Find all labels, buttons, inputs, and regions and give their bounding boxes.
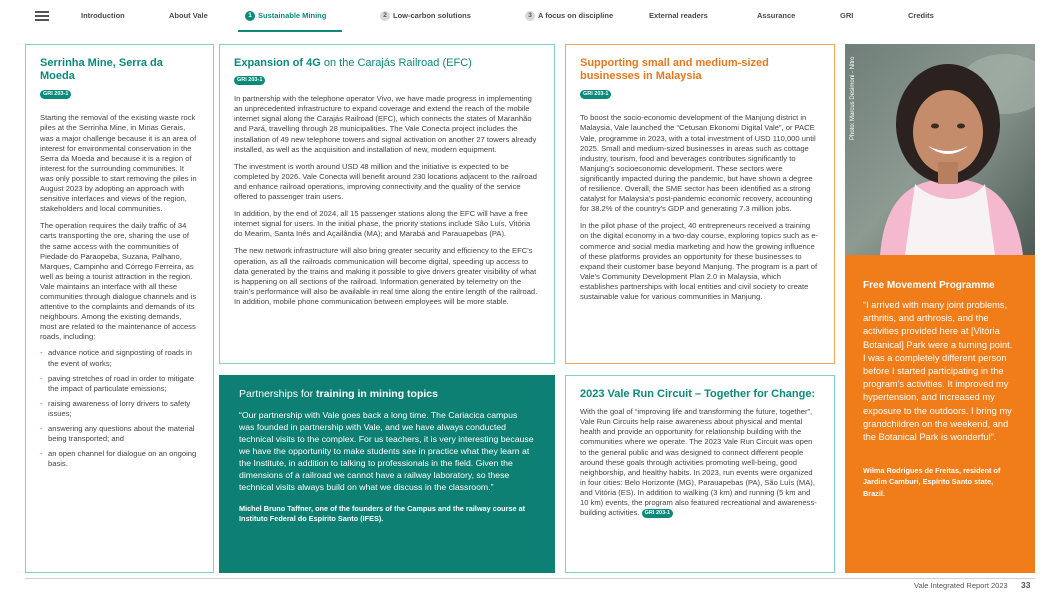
training-partnership-box [219, 375, 555, 573]
nav-label: Low-carbon solutions [393, 11, 471, 20]
training-attribution: Michel Bruno Taffner, one of the founders of the Campus and the railway course at Instituto Federal do Espírito Santo (IFES). [239, 504, 526, 524]
nav-introduction[interactable]: Introduction [81, 11, 125, 20]
list-item: - paving stretches of road in order to mitigate the impact of particulate emissions; [40, 374, 199, 394]
footer-divider [25, 578, 1035, 579]
free-movement-title: Free Movement Programme [863, 280, 995, 291]
training-title-bold: training in mining topics [316, 388, 438, 400]
gri-badge: GRI 203-1 [234, 76, 265, 85]
nav-gri[interactable]: GRI [840, 11, 854, 20]
expansion-paragraph-2: The investment is worth around USD 48 million and the initiative is expected to be completed by 2026. Vale Conecta will benefit around 230 locations adjacent to the railroad and enhance railroad operations, improving connectivity and the quality of the service offered to passenger train users. [234, 161, 537, 202]
nav-focus-on-discipline[interactable] [525, 11, 613, 21]
malaysia-paragraph-2: In the pilot phase of the project, 40 entrepreneurs received a training on the digital economy in a two-day course, exploring topics such as e-commerce and social media marketing and how the growing influence of these platforms provides an opportunity for these businesses to expand their customer base beyond Manjung. The program is a part of Vale's Community Development Plan 2.0 in Malaysia, which establishes partnerships with local entities and civil society to create sustainable value for various communities in Manjung. [580, 221, 819, 301]
section-number-badge: 2 [380, 11, 390, 21]
portrait-photo [845, 44, 1035, 255]
list-item: - raising awareness of lorry drivers to safety issues; [40, 399, 199, 419]
active-tab-indicator [238, 30, 342, 32]
menu-icon[interactable] [35, 11, 49, 21]
free-movement-quote: “I arrived with many joint problems, arthritis, and arthrosis, and the activities provided here at [Vitória Botanical] Park were a turning point. I was a completely different person before I started participating in the program's activities. It improved my hypertension, and increased my exposure to the outdoors. I bring my grandchildren on the weekend, and the Botanical Park is wonderful”. [863, 300, 1013, 442]
list-item: - an open channel for dialogue on an ongoing basis. [40, 449, 199, 469]
top-navigation [0, 0, 1060, 33]
serrinha-mine-box [25, 44, 214, 573]
gri-badge: GRI 203-1 [40, 90, 71, 99]
nav-assurance[interactable]: Assurance [757, 11, 796, 20]
run-circuit-paragraph [580, 407, 820, 518]
serrinha-paragraph-2: The operation requires the daily traffic of 34 carts transporting the ore, sharing the use of the same access with the communities of Piedade do Paraopeba, Suzana, Palhano, Marques, Campinho and Córrego Ferreira, as well as being a tourist attraction in the region. Vale maintains an interface with all these communities through dialogue channels and is attentive to the complaints and demands of its neighbours. Among the existing demands, most are related to the maintenance of access roads, including: [40, 221, 197, 342]
free-movement-attribution: Wilma Rodrigues de Freitas, resident of Jardim Camburi, Espírito Santo state, Brazil. [863, 466, 1001, 498]
serrinha-paragraph-1: Starting the removal of the existing waste rock piles at the Serrinha Mine, in Minas Gerais, was a major challenge because it is an area of interest for environmental conservation in the Serra da Moeda and because it is a region of interest for the surrounding communities. It was only possible to start removing the piles in August 2023 by adopting an approach with sensitive interfaces and views of the region, stakeholders and local communities. [40, 113, 197, 214]
training-quote: “Our partnership with Vale goes back a long time. The Cariacica campus was founded in partnership with Vale, and we have always conducted technical visits to the complex. For us teachers, it is very interesting because we have the opportunity to make students see in practice what they learn at the Institute, in addition to talking to professionals in the field. Given the dimensions of a railroad we cannot have a railway laboratory, so these technical visits always build on what we discuss in the classroom.” [239, 410, 534, 492]
list-item: - advance notice and signposting of roads in the event of works; [40, 348, 199, 368]
nav-label: A focus on discipline [538, 11, 614, 20]
run-circuit-text: With the goal of “improving life and transforming the future, together”, Vale Run Circuits help raise awareness about physical and mental health and provide an opportunity for relationship building with the communities where we operate. The 2023 Vale Run Circuit was open to the general public and was designed to connect different people around these goals through activities promoting well-being, good neighborship, and healthy habits. In 2023, run events were organized in four cities: Belo Horizonte (MG), Parauapebas (PA), São Luís (MA), and Vitória (ES). In addition to walking (3 km) and running (5 km and 10 km) events, the program also featured recreational and awareness-building activities. [580, 407, 817, 518]
portrait-illustration [845, 44, 1035, 255]
free-movement-box [845, 255, 1035, 573]
list-item: - answering any questions about the material being transported; and [40, 424, 199, 444]
training-title [239, 388, 535, 400]
serrinha-title: Serrinha Mine, Serra da Moeda [40, 57, 163, 83]
expansion-paragraph-3: In addition, by the end of 2024, all 15 passenger stations along the EFC will have a free internet signal for users. In the initial phase, the priority stations include São Luís, Vitória do Mearim, Santa Inês and Açailândia (MA); and Marabá and Parauapebas (PA). [234, 209, 531, 239]
expansion-title-bold: Expansion of 4G [234, 57, 321, 69]
section-number-badge: 1 [245, 11, 255, 21]
expansion-paragraph-1: In partnership with the telephone operator Vivo, we have made progress in implementing an unprecedented infrastructure to expand coverage and extend the reach of the mobile internet signal along the Carajás Railroad (EFC), which connects the states of Maranhão and Pará, travelling through 28 municipalities. The Vale Conecta project includes the installation of 49 new telephone towers and signal activation on another 27 towers already installed, as well as the acquisition and installation of new, modern equipment. [234, 94, 537, 154]
run-circuit-title: 2023 Vale Run Circuit – Together for Change: [580, 388, 816, 400]
expansion-paragraph-4: The new network infrastructure will also bring greater security and efficiency to the EFC's operation, as all the railroads communication will become digital, speeding up access to data generated by the trains and making it possible to give drivers greater visibility of what is happening on all sections of the railroad. Information generated by telemetry on the train's performance will also be available in real time along the entire length of the railroad. In addition, mobile phone communication between employees will be more stable. [234, 246, 538, 306]
expansion-4g-box [219, 44, 555, 364]
run-circuit-box [565, 375, 835, 573]
nav-credits[interactable]: Credits [908, 11, 934, 20]
expansion-title [234, 57, 540, 70]
gri-badge: GRI 203-1 [580, 90, 611, 99]
malaysia-box [565, 44, 835, 364]
serrinha-demands-list [40, 348, 199, 469]
nav-about-vale[interactable]: About Vale [169, 11, 208, 20]
section-number-badge: 3 [525, 11, 535, 21]
nav-low-carbon-solutions[interactable] [380, 11, 471, 21]
expansion-title-rest: on the Carajás Railroad (EFC) [320, 57, 472, 69]
gri-badge: GRI 203-1 [642, 509, 673, 518]
photo-credit: Photo: Marcus Desimoni - Nitro [850, 56, 856, 140]
training-title-pre: Partnerships for [239, 388, 317, 400]
malaysia-title: Supporting small and medium-sized businesses in Malaysia [580, 57, 769, 83]
page-number: 33 [1021, 580, 1031, 590]
nav-external-readers[interactable]: External readers [649, 11, 708, 20]
malaysia-paragraph-1: To boost the socio-economic development of the Manjung district in Malaysia, Vale launched the “Cetusan Ekonomi Digital Vale”, or PACE Vale, programme in 2023, with a total investment of USD 110,000 until 2025. Small and medium-sized businesses in areas such as cottage industry, tourism, food and beverages contributes significantly to Manjung's socioeconomic development. These sectors were significantly impacted during the pandemic, but have shown a degree of resilience. Overall, the SME sector has been identified as a strong catalyst for Malaysia's post-pandemic economic recovery, accounting for 38.2% of the country's GDP and generating 7.3 million jobs. [580, 113, 816, 214]
nav-sustainable-mining[interactable] [245, 11, 326, 21]
nav-label: Sustainable Mining [258, 11, 327, 20]
footer-report-name: Vale Integrated Report 2023 [914, 581, 1008, 590]
